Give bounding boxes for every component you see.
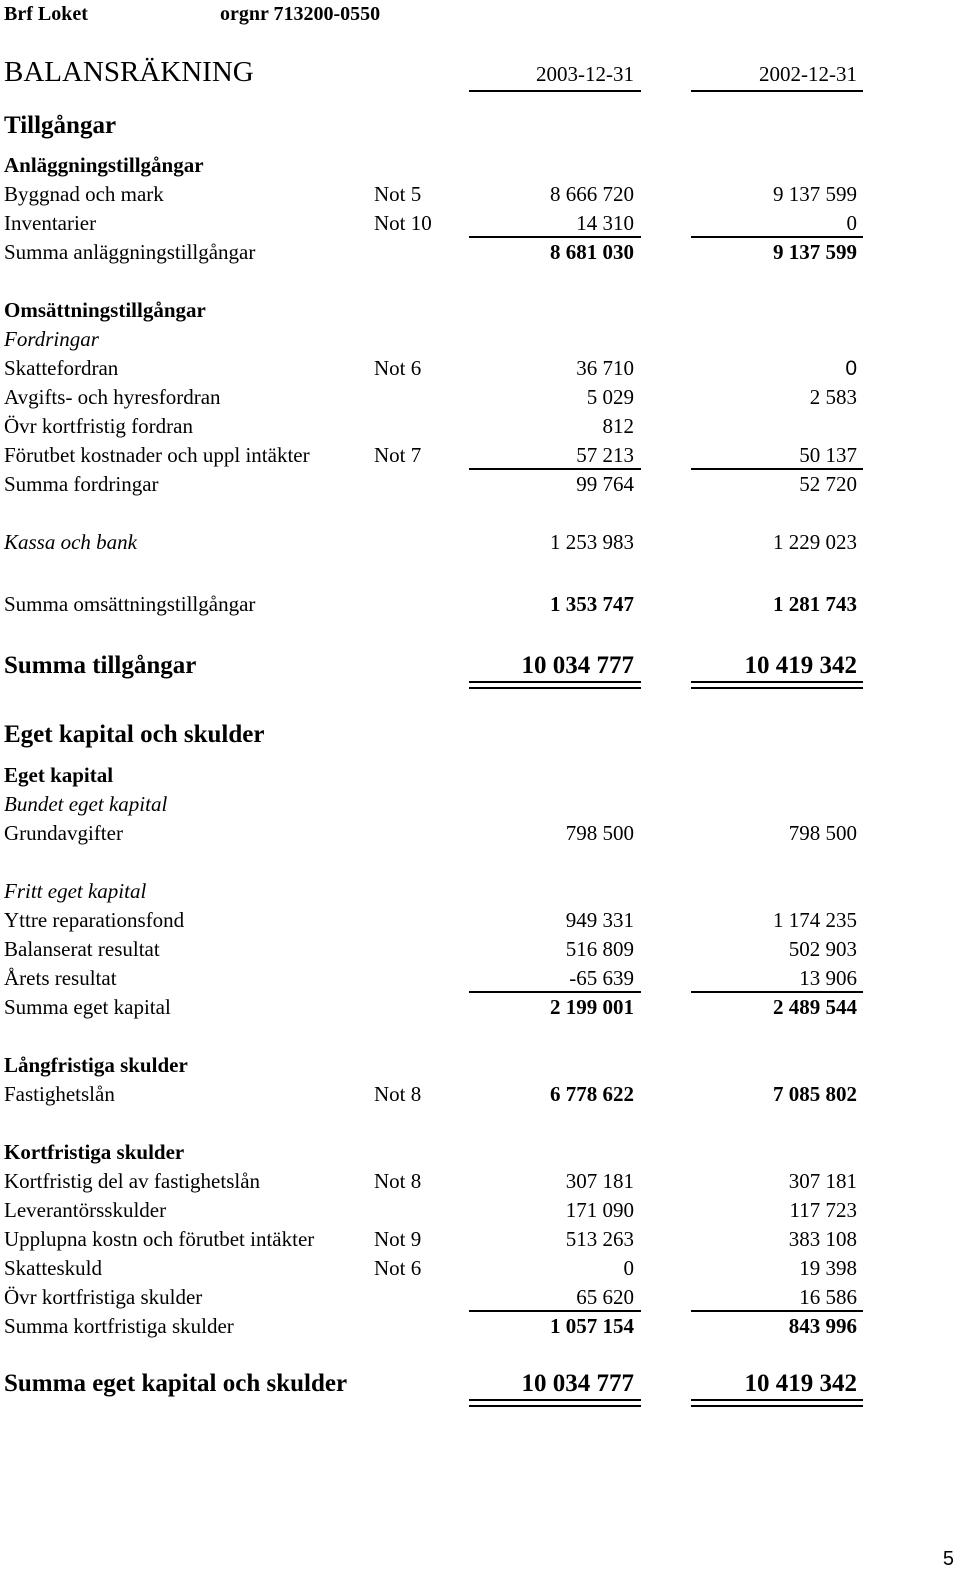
total-label: Summa omsättningstillgångar [4,592,256,616]
row-label: Kortfristig del av fastighetslån [4,1169,261,1193]
grand-total-value-previous: 10 419 342 [744,652,857,679]
row-label: Skattefordran [4,356,119,380]
row-label: Skatteskuld [4,1256,102,1280]
row-value-previous: 798 500 [788,821,857,845]
row-note: Not 9 [374,1227,422,1251]
row-label: Inventarier [4,211,97,235]
total-value-current: 2 199 001 [550,995,634,1019]
total-label: Summa kortfristiga skulder [4,1314,234,1338]
total-value-previous: 52 720 [799,472,857,496]
total-value-current: 1 353 747 [550,592,634,616]
row-label: Förutbet kostnader och uppl intäkter [4,443,310,467]
total-value-previous: 1 281 743 [773,592,857,616]
row-label: Grundavgifter [4,821,123,845]
row-value-previous: 383 108 [788,1227,857,1251]
row-label: Leverantörsskulder [4,1198,167,1222]
row-value-current: -65 639 [569,966,634,990]
grand-total-value-previous: 10 419 342 [744,1370,857,1397]
column-underline-current [469,90,641,92]
row-value-previous: 9 137 599 [773,182,857,206]
row-value-current: 516 809 [565,937,634,961]
assets-heading: Tillgångar [4,112,117,139]
row-value-current: 57 213 [576,443,634,467]
receivables-heading: Fordringar [4,327,99,351]
row-value-previous: 0 [846,211,857,235]
row-value-current: 5 029 [586,385,634,409]
column-date-previous: 2002-12-31 [759,62,857,86]
column-date-current: 2003-12-31 [536,62,634,86]
row-value-previous: 502 903 [788,937,857,961]
total-value-current: 1 057 154 [550,1314,634,1338]
total-value-current: 99 764 [576,472,634,496]
row-value-current: 14 310 [576,211,634,235]
grand-total-label: Summa tillgångar [4,652,197,679]
subtotal-rule [691,236,863,238]
cash-value-current: 1 253 983 [550,530,634,554]
grand-total-value-current: 10 034 777 [521,1370,634,1397]
column-underline-previous [691,90,863,92]
row-note: Not 6 [374,1256,422,1280]
row-value-previous: 19 398 [799,1256,857,1280]
double-underline [469,681,641,689]
row-value-current: 307 181 [565,1169,634,1193]
short-term-liabilities-heading: Kortfristiga skulder [4,1140,185,1164]
row-value-current: 171 090 [565,1198,634,1222]
row-note: Not 10 [374,211,432,235]
row-note: Not 8 [374,1082,422,1106]
grand-total-label: Summa eget kapital och skulder [4,1370,348,1397]
grand-total-value-current: 10 034 777 [521,652,634,679]
subtotal-rule [469,991,641,993]
row-label: Byggnad och mark [4,182,164,206]
row-value-current: 65 620 [576,1285,634,1309]
row-value-previous: 13 906 [799,966,857,990]
equity-heading: Eget kapital [4,763,114,787]
restricted-equity-heading: Bundet eget kapital [4,792,168,816]
total-value-current: 8 681 030 [550,240,634,264]
row-value-current: 949 331 [565,908,634,932]
row-note: Not 6 [374,356,422,380]
row-value-current: 812 [602,414,634,438]
row-label: Fastighetslån [4,1082,115,1106]
total-value-previous: 2 489 544 [773,995,857,1019]
total-value-previous: 9 137 599 [773,240,857,264]
org-name: Brf Loket [4,3,88,25]
row-label: Övr kortfristig fordran [4,414,193,438]
row-value-previous: 16 586 [799,1285,857,1309]
cash-value-previous: 1 229 023 [773,530,857,554]
double-underline [691,1399,863,1407]
row-value-previous: 7 085 802 [773,1082,857,1106]
subtotal-rule [469,468,641,470]
subtotal-rule [691,991,863,993]
row-value-previous: 117 723 [789,1198,857,1222]
total-label: Summa anläggningstillgångar [4,240,256,264]
page-number: 5 [942,1548,954,1570]
row-value-current: 6 778 622 [550,1082,634,1106]
total-label: Summa fordringar [4,472,159,496]
row-value-previous: 0 [845,357,857,380]
double-underline [469,1399,641,1407]
current-assets-heading: Omsättningstillgångar [4,298,206,322]
row-note: Not 8 [374,1169,422,1193]
total-value-previous: 843 996 [788,1314,857,1338]
row-note: Not 7 [374,443,422,467]
free-equity-heading: Fritt eget kapital [4,879,147,903]
row-value-current: 513 263 [565,1227,634,1251]
total-label: Summa eget kapital [4,995,171,1019]
row-value-current: 798 500 [565,821,634,845]
liabilities-heading: Eget kapital och skulder [4,721,265,748]
row-label: Balanserat resultat [4,937,160,961]
row-value-current: 36 710 [576,356,634,380]
row-value-previous: 50 137 [799,443,857,467]
subtotal-rule [691,1310,863,1312]
cash-label: Kassa och bank [4,530,137,554]
row-label: Övr kortfristiga skulder [4,1285,203,1309]
org-number: orgnr 713200-0550 [220,3,381,25]
row-value-previous: 307 181 [788,1169,857,1193]
row-value-previous: 1 174 235 [773,908,857,932]
subtotal-rule [469,1310,641,1312]
row-label: Upplupna kostn och förutbet intäkter [4,1227,315,1251]
fixed-assets-heading: Anläggningstillgångar [4,153,204,177]
subtotal-rule [469,236,641,238]
row-value-current: 8 666 720 [550,182,634,206]
row-label: Avgifts- och hyresfordran [4,385,221,409]
row-note: Not 5 [374,182,422,206]
row-label: Yttre reparationsfond [4,908,185,932]
subtotal-rule [691,468,863,470]
double-underline [691,681,863,689]
row-value-current: 0 [623,1256,634,1280]
row-label: Årets resultat [4,966,117,990]
long-term-liabilities-heading: Långfristiga skulder [4,1053,188,1077]
row-value-previous: 2 583 [809,385,857,409]
page-title: BALANSRÄKNING [4,56,254,88]
